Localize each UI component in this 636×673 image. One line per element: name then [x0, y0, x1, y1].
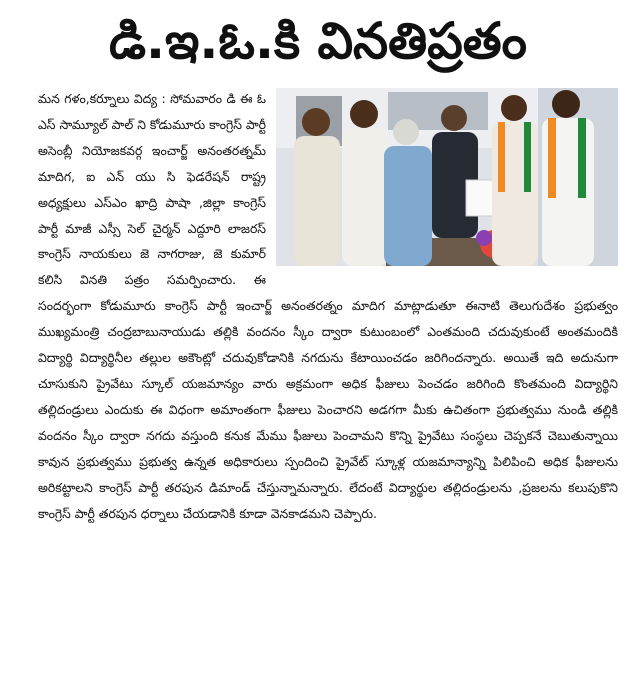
- article-body: మన గళం,కర్నూలు విద్య : సోమవారం డి ఈ ఓ ఎస్ సామ్యూల్ పాల్ ని కోడుమూరు కాంగ్రెస్ పార్టీ అసెంబ్లీ నియోజకవర్గ ఇంచార్జ్ అనంతరత్నమ్ మాదిగ, ఐ ఎన్ యు సి ఫెడరేషన్ రాష్ట్ర అధ్యక్షులు ఎస్ఎం ఖాద్రి పాషా ,జిల్లా కాంగ్రెస్ పార్టీ మాజీ ఎస్సీ సెల్ చైర్మన్ ఎద్దూరి లాజరస్ కాంగ్రెస్ నాయకులు జె నాగరాజు, జె కుమార్ కలిసి వినతి పత్రం సమర్పించారు. ఈ సందర్భంగా కోడుమూరు కాంగ్రెస్ పార్టీ ఇంచార్జ్ అనంతరత్నం మాదిగ మాట్లాడుతూ ఈనాటి తెలుగుదేశం ప్రభుత్వం ముఖ్యమంత్రి చంద్రబాబునాయుడు తల్లికి వందనం స్కీం ద్వారా కుటుంబంలో ఎంతమంది చదువుకుంటే అంతమందికి విద్యార్థి విద్యార్థినీల తల్లుల అకౌంట్లో చదువుకోడానికి నగదును కేటాయించడం జరిగిందన్నారు. అయితే ఇది అదునుగా చూసుకుని ప్రైవేటు స్కూల్ యజమాన్యం వారు అక్రమంగా అధిక ఫీజులు పెంచడం జరిగింది కొంతమంది విద్యార్థిని తల్లిదండ్రులు ఎందుకు ఈ విధంగా అమాంతంగా ఫీజులు పెంచారని అడగగా మీకు ఉచితంగా ప్రభుత్వము నుండి తల్లికి వందనం స్కీం ద్వారా నగదు వస్తుంది కనుక మేము ఫీజులు పెంచామని కొన్ని ప్రైవేటు సంస్థలు చెప్పకనే చెబుతున్నాయి కావున ప్రభుత్వము ప్రభుత్వ ఉన్నత అధికారులు స్పందించి ప్రైవేట్ స్కూళ్ల యజమాన్యాన్ని పిలిపించి అధిక ఫీజులను అరికట్టాలని కాంగ్రెస్ పార్టీ తరపున డిమాండ్ చేస్తున్నామన్నారు. లేదంటే విద్యార్థుల తల్లిదండ్రులను ,ప్రజలను కలుపుకొని కాంగ్రెస్ పార్టీ తరపున ధర్నాలు చేయడానికి కూడా వెనకాడమని చెప్పారు.: [38, 91, 618, 521]
- news-photo: [276, 88, 618, 266]
- news-photo-frame: [276, 88, 618, 266]
- headline: డి.ఇ.ఓ.కి వినతిప్రతం: [108, 12, 528, 70]
- article-body-container: [38, 86, 618, 526]
